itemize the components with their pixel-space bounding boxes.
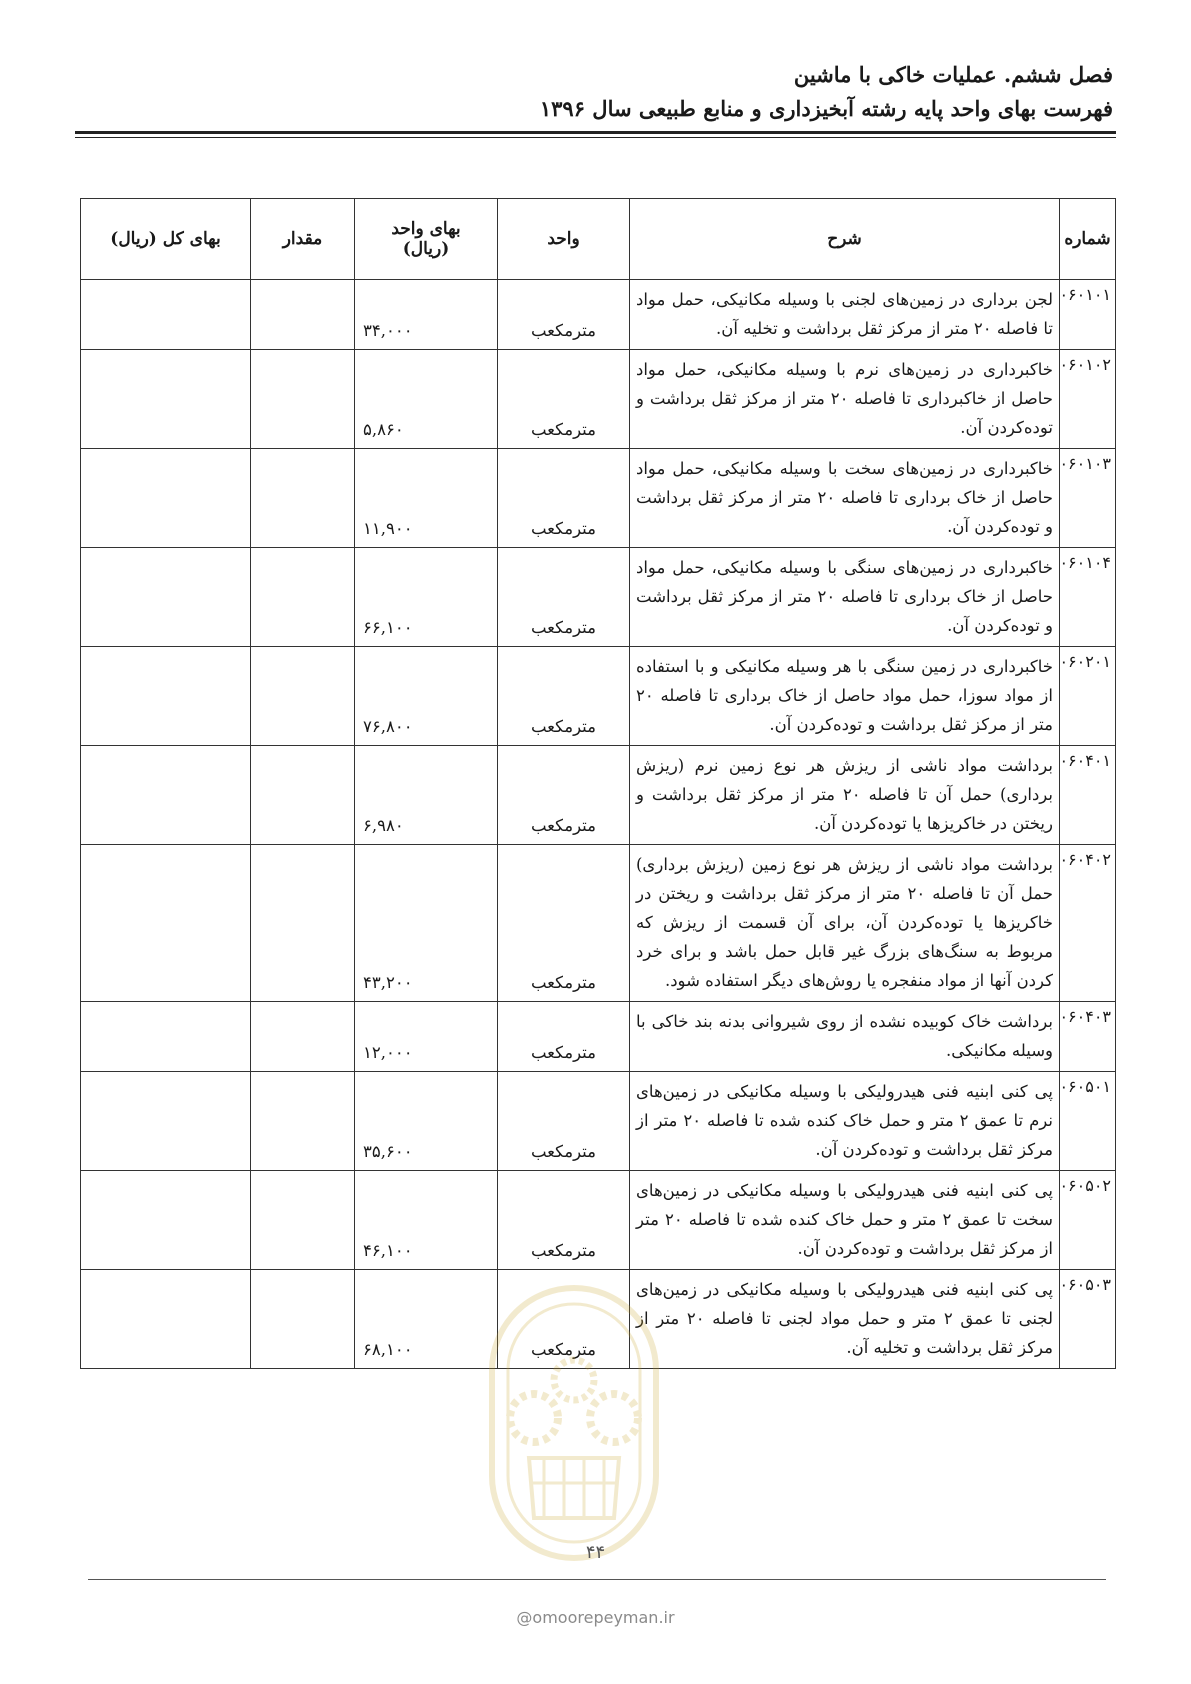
row-code: ۰۶۰۱۰۱	[1060, 280, 1116, 350]
header-total: بهای کل (ریال)	[81, 199, 251, 280]
table-row	[81, 350, 1116, 449]
row-unit: مترمکعب	[498, 449, 630, 548]
row-total	[81, 280, 251, 350]
row-unit-price: ۳۴,۰۰۰	[355, 280, 498, 350]
row-total	[81, 548, 251, 647]
header-unit-price-currency: (ریال)	[402, 239, 450, 259]
row-quantity	[251, 548, 355, 647]
header-unit: واحد	[498, 199, 630, 280]
row-code: ۰۶۰۵۰۲	[1060, 1171, 1116, 1270]
row-quantity	[251, 350, 355, 449]
page-number: ۴۴	[585, 1542, 606, 1563]
row-description: خاکبرداری در زمین‌های سخت با وسیله مکانیکی، حمل مواد حاصل از خاک برداری تا فاصله ۲۰ متر از مرکز ثقل برداشت و توده‌کردن آن.	[630, 449, 1060, 548]
row-unit-price: ۷۶,۸۰۰	[355, 647, 498, 746]
table-row	[81, 1171, 1116, 1270]
row-unit: مترمکعب	[498, 350, 630, 449]
document-subtitle: فهرست بهای واحد پایه رشته آبخیزداری و منابع طبیعی سال ۱۳۹۶	[539, 96, 1113, 121]
row-unit-price: ۱۱,۹۰۰	[355, 449, 498, 548]
header-code: شماره	[1060, 199, 1116, 280]
row-quantity	[251, 1171, 355, 1270]
row-quantity	[251, 449, 355, 548]
row-code: ۰۶۰۵۰۱	[1060, 1072, 1116, 1171]
row-code: ۰۶۰۲۰۱	[1060, 647, 1116, 746]
row-unit-price: ۵,۸۶۰	[355, 350, 498, 449]
row-code: ۰۶۰۱۰۳	[1060, 449, 1116, 548]
header-description: شرح	[630, 199, 1060, 280]
row-total	[81, 449, 251, 548]
row-description: خاکبرداری در زمین‌های سنگی با وسیله مکانیکی، حمل مواد حاصل از خاک برداری تا فاصله ۲۰ متر از مرکز ثقل برداشت و توده‌کردن آن.	[630, 548, 1060, 647]
row-quantity	[251, 280, 355, 350]
row-unit-price: ۶۸,۱۰۰	[355, 1270, 498, 1369]
table-row	[81, 280, 1116, 350]
row-unit: مترمکعب	[498, 1072, 630, 1171]
row-total	[81, 1072, 251, 1171]
row-unit-price: ۴۳,۲۰۰	[355, 845, 498, 1002]
row-quantity	[251, 845, 355, 1002]
table-row	[81, 845, 1116, 1002]
table-row	[81, 746, 1116, 845]
row-unit-price: ۴۶,۱۰۰	[355, 1171, 498, 1270]
row-description: برداشت خاک کوبیده نشده از روی شیروانی بدنه بند خاکی با وسیله مکانیکی.	[630, 1002, 1060, 1072]
table-row	[81, 548, 1116, 647]
row-unit: مترمکعب	[498, 845, 630, 1002]
row-unit: مترمکعب	[498, 647, 630, 746]
row-code: ۰۶۰۵۰۳	[1060, 1270, 1116, 1369]
row-total	[81, 845, 251, 1002]
unit-price-table	[80, 198, 1116, 1369]
row-unit: مترمکعب	[498, 1002, 630, 1072]
row-quantity	[251, 746, 355, 845]
row-code: ۰۶۰۱۰۲	[1060, 350, 1116, 449]
header-quantity: مقدار	[251, 199, 355, 280]
row-unit: مترمکعب	[498, 280, 630, 350]
row-unit-price: ۳۵,۶۰۰	[355, 1072, 498, 1171]
row-unit-price: ۶,۹۸۰	[355, 746, 498, 845]
page-header	[78, 58, 1113, 126]
row-quantity	[251, 647, 355, 746]
row-unit: مترمکعب	[498, 1171, 630, 1270]
row-description: خاکبرداری در زمین سنگی با هر وسیله مکانیکی و با استفاده از مواد سوزا، حمل مواد حاصل از خاک برداری تا فاصله ۲۰ متر از مرکز ثقل برداشت و توده‌کردن آن.	[630, 647, 1060, 746]
row-total	[81, 1171, 251, 1270]
table-row	[81, 1270, 1116, 1369]
header-unit-price	[355, 199, 498, 280]
row-unit-price: ۶۶,۱۰۰	[355, 548, 498, 647]
footer-rule	[88, 1579, 1106, 1580]
row-quantity	[251, 1270, 355, 1369]
row-description: برداشت مواد ناشی از ریزش هر نوع زمین (ریزش برداری) حمل آن تا فاصله ۲۰ متر از مرکز ثقل برداشت و ریختن در خاکریزها یا توده‌کردن آن، برای آن قسمت از ریزش که مربوط به سنگ‌های بزرگ غیر قابل حمل باشد و برای خرد کردن آنها از مواد منفجره یا روش‌های دیگر استفاده شود.	[630, 845, 1060, 1002]
chapter-title: فصل ششم. عملیات خاکی با ماشین	[793, 62, 1113, 87]
header-rule-thick	[75, 131, 1116, 134]
row-description: خاکبرداری در زمین‌های نرم با وسیله مکانیکی، حمل مواد حاصل از خاکبرداری تا فاصله ۲۰ متر از مرکز ثقل برداشت و توده‌کردن آن.	[630, 350, 1060, 449]
row-description: پی کنی ابنیه فنی هیدرولیکی با وسیله مکانیکی در زمین‌های نرم تا عمق ۲ متر و حمل خاک کنده شده تا فاصله ۲۰ متر از مرکز ثقل برداشت و توده‌کردن آن.	[630, 1072, 1060, 1171]
row-description: پی کنی ابنیه فنی هیدرولیکی با وسیله مکانیکی در زمین‌های لجنی تا عمق ۲ متر و حمل مواد لجنی تا فاصله ۲۰ متر از مرکز ثقل برداشت و تخلیه آن.	[630, 1270, 1060, 1369]
header-unit-price-label: بهای واحد	[391, 219, 461, 239]
row-description: لجن برداری در زمین‌های لجنی با وسیله مکانیکی، حمل مواد تا فاصله ۲۰ متر از مرکز ثقل برداشت و تخلیه آن.	[630, 280, 1060, 350]
site-watermark: @omoorepeyman.ir	[516, 1608, 675, 1627]
row-code: ۰۶۰۴۰۳	[1060, 1002, 1116, 1072]
row-quantity	[251, 1072, 355, 1171]
row-description: پی کنی ابنیه فنی هیدرولیکی با وسیله مکانیکی در زمین‌های سخت تا عمق ۲ متر و حمل خاک کنده شده تا فاصله ۲۰ متر از مرکز ثقل برداشت و توده‌کردن آن.	[630, 1171, 1060, 1270]
row-code: ۰۶۰۴۰۱	[1060, 746, 1116, 845]
row-total	[81, 1002, 251, 1072]
row-description: برداشت مواد ناشی از ریزش هر نوع زمین نرم (ریزش برداری) حمل آن تا فاصله ۲۰ متر از مرکز ثقل برداشت و ریختن در خاکریزها یا توده‌کردن آن.	[630, 746, 1060, 845]
table-row	[81, 647, 1116, 746]
table-row	[81, 449, 1116, 548]
header-rule-thin	[75, 137, 1116, 138]
row-total	[81, 746, 251, 845]
row-unit: مترمکعب	[498, 746, 630, 845]
table-header-row	[81, 199, 1116, 280]
row-code: ۰۶۰۱۰۴	[1060, 548, 1116, 647]
table-row	[81, 1002, 1116, 1072]
row-code: ۰۶۰۴۰۲	[1060, 845, 1116, 1002]
row-unit: مترمکعب	[498, 548, 630, 647]
row-quantity	[251, 1002, 355, 1072]
row-total	[81, 1270, 251, 1369]
table-row	[81, 1072, 1116, 1171]
row-unit: مترمکعب	[498, 1270, 630, 1369]
row-total	[81, 350, 251, 449]
row-unit-price: ۱۲,۰۰۰	[355, 1002, 498, 1072]
row-total	[81, 647, 251, 746]
